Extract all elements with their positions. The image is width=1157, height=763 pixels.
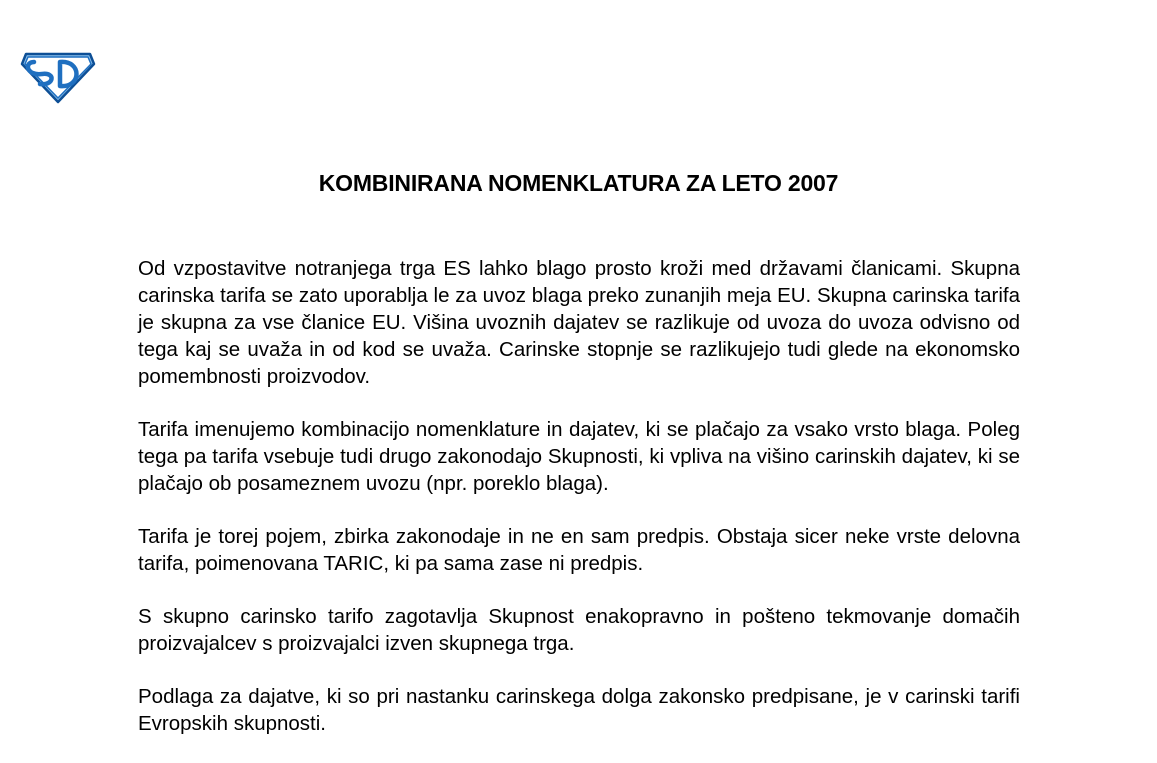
paragraph-2: Tarifa imenujemo kombinacijo nomenklature in dajatev, ki se plačajo za vsako vrsto blaga. Poleg tega pa tarifa vsebuje tudi drugo zakonodajo Skupnosti, ki vpliva na višino carinskih dajatev, ki se plačajo ob posameznem uvozu (npr. poreklo blaga).: [138, 418, 1020, 495]
sd-shield-icon: [20, 50, 96, 104]
sd-logo: [20, 50, 96, 104]
paragraph-1: Od vzpostavitve notranjega trga ES lahko blago prosto kroži med državami članicami. Skupna carinska tarifa se zato uporablja le za uvoz blaga preko zunanjih meja EU. Skupna carinska tarifa je skupna za vse članice EU. Višina uvoznih dajatev se razlikuje od uvoza do uvoza odvisno od tega kaj se uvaža in od kod se uvaža. Carinske stopnje se razlikujejo tudi glede na ekonomsko pomembnosti proizvodov.: [138, 257, 1020, 388]
document-title: KOMBINIRANA NOMENKLATURA ZA LETO 2007: [318, 170, 839, 196]
document-body: [138, 255, 1020, 763]
paragraph-3: Tarifa je torej pojem, zbirka zakonodaje in ne en sam predpis. Obstaja sicer neke vrste delovna tarifa, poimenovana TARIC, ki pa sama zase ni predpis.: [138, 525, 1020, 575]
paragraph-4: S skupno carinsko tarifo zagotavlja Skupnost enakopravno in pošteno tekmovanje domačih proizvajalcev s proizvajalci izven skupnega trga.: [138, 605, 1020, 655]
paragraph-5: Podlaga za dajatve, ki so pri nastanku carinskega dolga zakonsko predpisane, je v carinski tarifi Evropskih skupnosti.: [138, 685, 1020, 735]
